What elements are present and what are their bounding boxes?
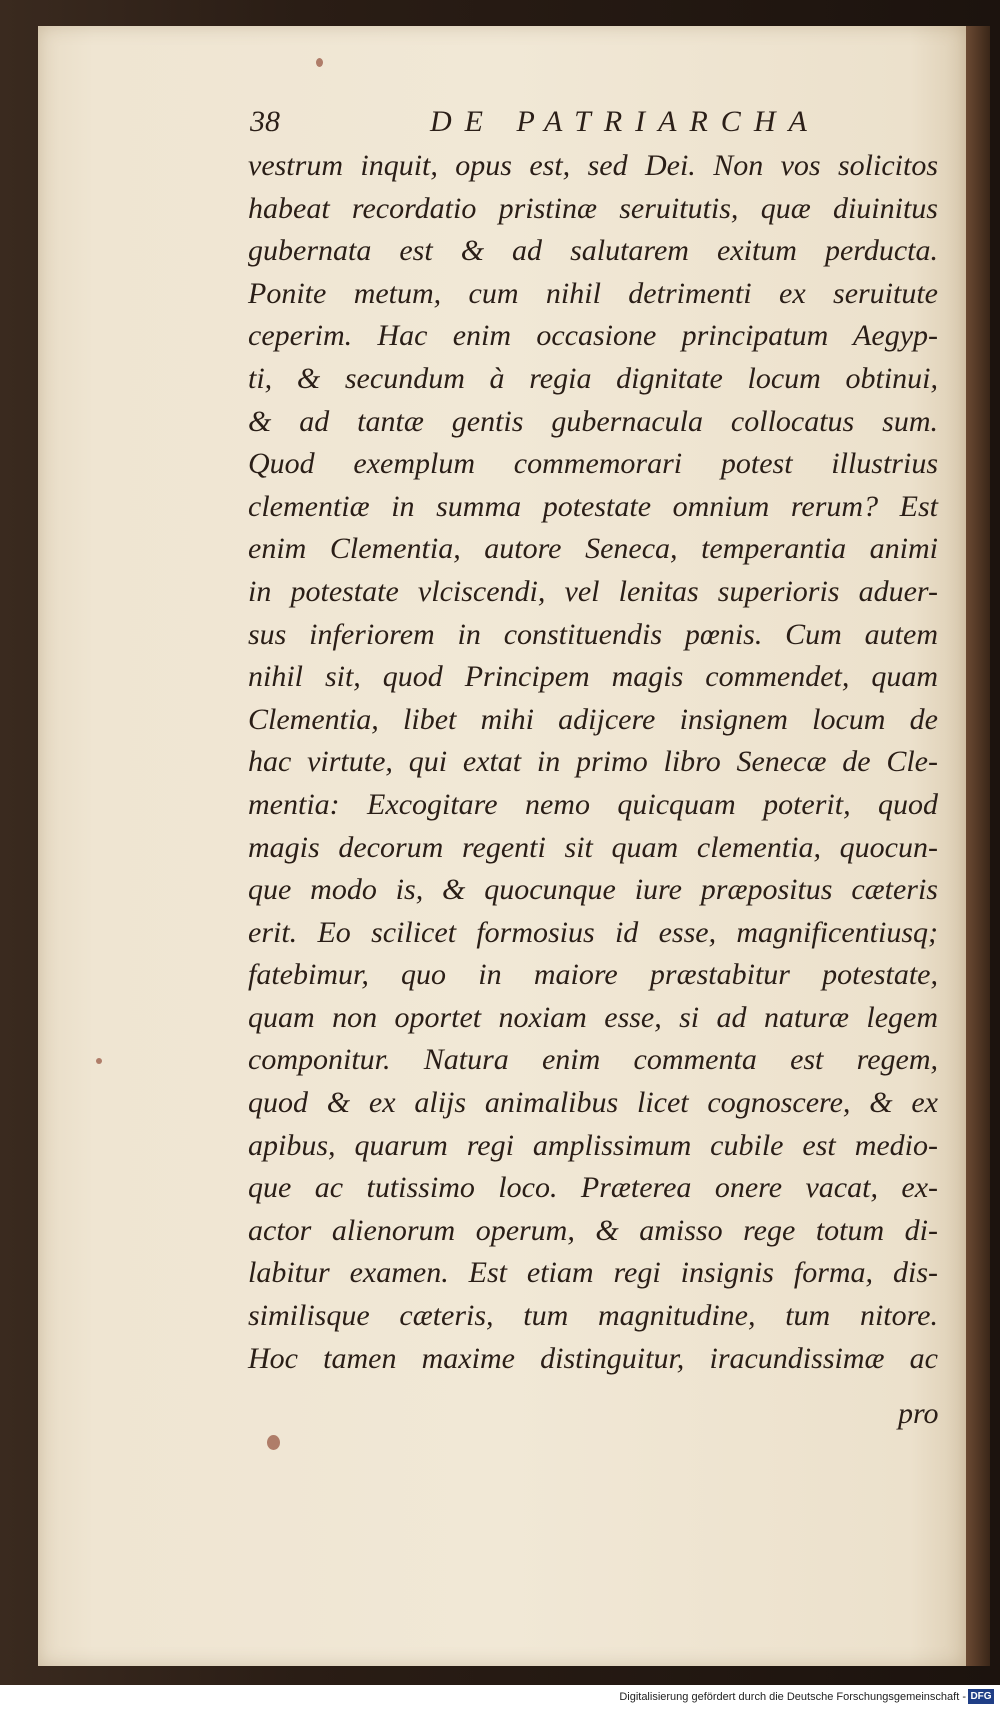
- text-line: magis decorum regenti sit quam clementia, quocun-: [248, 830, 938, 864]
- footer-bar: [0, 1685, 1000, 1709]
- text-line: quod & ex alijs animalibus licet cognoscere, & ex: [248, 1086, 938, 1120]
- text-line: similisque cæteris, tum magnitudine, tum nitore.: [248, 1299, 938, 1333]
- catchword: pro: [898, 1397, 939, 1430]
- text-line: quam non oportet noxiam esse, si ad naturæ legem: [248, 1000, 938, 1034]
- running-head: DE PATRIARCHA: [430, 105, 820, 138]
- text-line: mentia: Excogitare nemo quicquam poterit, quod: [248, 787, 938, 821]
- text-line: hac virtute, qui extat in primo libro Senecæ de Cle-: [248, 745, 938, 779]
- page-number: 38: [250, 105, 280, 138]
- text-line: & ad tantæ gentis gubernacula collocatus sum.: [248, 404, 938, 438]
- text-line: nihil sit, quod Principem magis commendet, quam: [248, 660, 938, 694]
- text-line: Ponite metum, cum nihil detrimenti ex seruitute: [248, 276, 938, 310]
- text-line: habeat recordatio pristinæ seruitutis, quæ diuinitus: [248, 191, 938, 225]
- text-line: clementiæ in summa potestate omnium rerum? Est: [248, 489, 938, 523]
- text-line: erit. Eo scilicet formosius id esse, magnificentiusq;: [248, 915, 938, 949]
- page-right-edge: [966, 26, 990, 1666]
- text-line: vestrum inquit, opus est, sed Dei. Non vos solicitos: [248, 149, 938, 182]
- ink-speck: [267, 1435, 280, 1450]
- text-line: componitur. Natura enim commenta est regem,: [248, 1043, 938, 1077]
- text-line: que modo is, & quocunque iure præpositus cæteris: [248, 873, 938, 907]
- text-line: sus inferiorem in constituendis pœnis. Cum autem: [248, 617, 938, 651]
- text-line: actor alienorum operum, & amisso rege totum di-: [248, 1213, 938, 1247]
- dfg-logo: DFG: [968, 1689, 994, 1704]
- text-line: que ac tutissimo loco. Præterea onere vacat, ex-: [248, 1171, 938, 1205]
- body-text: [248, 145, 938, 1380]
- text-line: Clementia, libet mihi adijcere insignem locum de: [248, 702, 938, 736]
- text-line: gubernata est & ad salutarem exitum perducta.: [248, 234, 938, 268]
- ink-speck: [96, 1058, 102, 1064]
- text-line: in potestate vlciscendi, vel lenitas superioris aduer-: [248, 574, 938, 608]
- text-line: ti, & secundum à regia dignitate locum obtinui,: [248, 361, 938, 395]
- text-line: enim Clementia, autore Seneca, temperantia animi: [248, 532, 938, 566]
- text-line: fatebimur, quo in maiore præstabitur potestate,: [248, 958, 938, 992]
- text-line: apibus, quarum regi amplissimum cubile est medio-: [248, 1128, 938, 1162]
- text-line: Hoc tamen maxime distinguitur, iracundissimæ ac: [248, 1341, 938, 1375]
- page-header: [250, 100, 950, 144]
- text-line: ceperim. Hac enim occasione principatum Aegyp-: [248, 319, 938, 353]
- text-line: Quod exemplum commemorari potest illustrius: [248, 447, 938, 481]
- ink-speck: [316, 58, 323, 67]
- funding-credit: Digitalisierung gefördert durch die Deutsche Forschungsgemeinschaft -: [619, 1691, 966, 1703]
- text-line: labitur examen. Est etiam regi insignis forma, dis-: [248, 1256, 938, 1290]
